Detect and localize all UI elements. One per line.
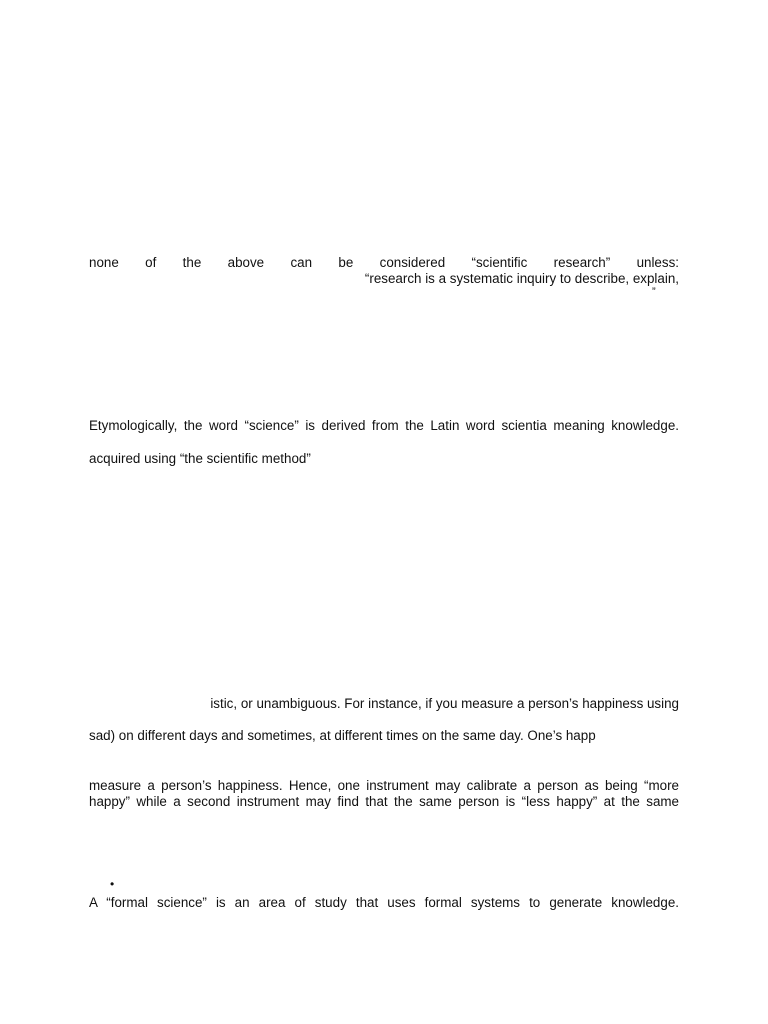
text-closing-quote: ” <box>652 286 656 298</box>
text-line-scientific-research: none of the above can be considered “scientific research” unless: <box>89 255 679 270</box>
bullet-point: • <box>110 877 115 891</box>
text-line-research-definition: “research is a systematic inquiry to describe, explain, <box>364 271 679 286</box>
text-line-different-days: sad) on different days and sometimes, at different times on the same day. One’s happ <box>89 728 596 743</box>
text-line-unambiguous: istic, or unambiguous. For instance, if you measure a person’s happiness using <box>210 696 679 711</box>
text-line-scientific-method: acquired using “the scientific method” <box>89 451 311 466</box>
text-line-instrument-calibrate: measure a person’s happiness. Hence, one instrument may calibrate a person as being “more <box>89 778 679 793</box>
text-line-formal-science: A “formal science” is an area of study that uses formal systems to generate knowledge. <box>89 895 679 910</box>
text-line-less-happy: happy” while a second instrument may find that the same person is “less happy” at the same <box>89 794 679 809</box>
text-line-etymology: Etymologically, the word “science” is derived from the Latin word scientia meaning knowledge. <box>89 418 679 433</box>
